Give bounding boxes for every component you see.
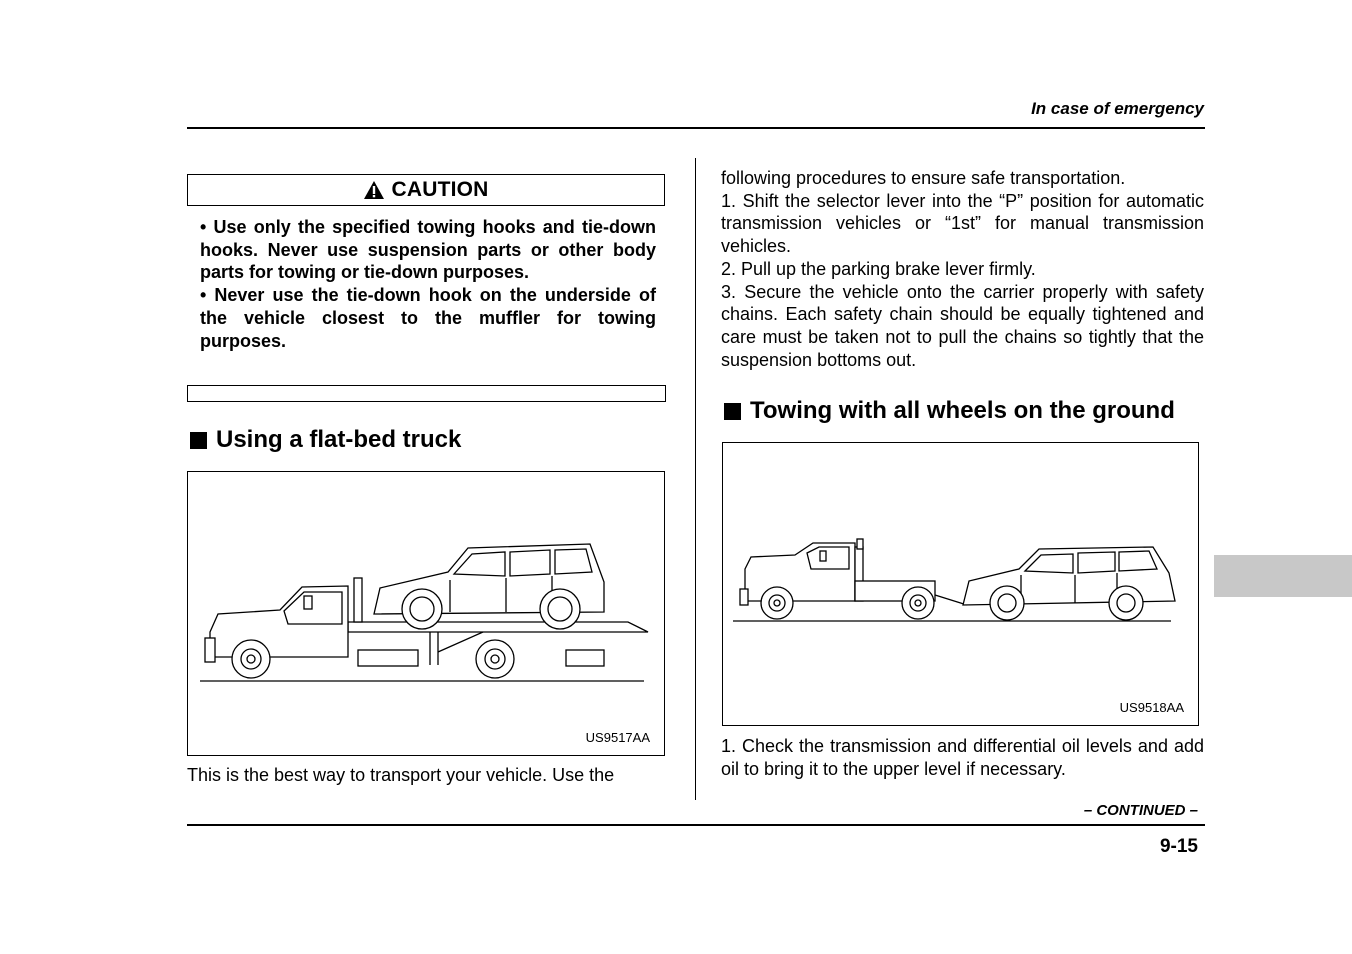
caution-end-bar	[187, 385, 666, 402]
all-wheels-steps	[721, 735, 1204, 780]
caution-label: CAUTION	[391, 178, 489, 201]
heading-text: Towing with all wheels on the ground	[750, 397, 1175, 424]
caution-text	[200, 216, 656, 352]
figure-all-wheels-towing	[722, 442, 1199, 726]
header-rule	[187, 127, 1205, 129]
section-title: In case of emergency	[1031, 99, 1204, 118]
chapter-tab	[1214, 555, 1352, 597]
square-bullet-icon	[190, 432, 207, 449]
tow-truck-illustration	[723, 443, 1198, 725]
caution-item: • Never use the tie-down hook on the underside of the vehicle closest to the muffler for towing purposes.	[200, 285, 656, 351]
step-item: 1. Check the transmission and differential oil levels and add oil to bring it to the upper level if necessary.	[721, 736, 1204, 779]
paragraph-text: This is the best way to transport your vehicle. Use the	[187, 765, 615, 785]
paragraph-text: following procedures to ensure safe transportation.	[721, 168, 1126, 188]
figure-flat-bed-truck	[187, 471, 665, 756]
heading-all-wheels	[724, 397, 1175, 425]
figure-code: US9517AA	[585, 730, 650, 745]
square-bullet-icon	[724, 403, 741, 420]
step-item: 2. Pull up the parking brake lever firmly.	[721, 258, 1036, 279]
caution-banner	[187, 174, 665, 206]
page-number: 9-15	[1159, 836, 1198, 857]
heading-text: Using a flat-bed truck	[216, 426, 462, 453]
caution-item: • Use only the specified towing hooks and tie-down hooks. Never use suspension parts or other body parts for towing or tie-down purposes.	[200, 217, 656, 283]
step-item: 1. Shift the selector lever into the “P” position for automatic transmission vehicles or “1st” for manual transmission vehicles.	[721, 190, 1204, 257]
figure-code: US9518AA	[1119, 700, 1184, 715]
column-divider	[695, 158, 696, 800]
warning-triangle-icon	[363, 180, 385, 200]
heading-flat-bed	[190, 426, 461, 454]
step-item: 3. Secure the vehicle onto the carrier properly with safety chains. Each safety chain should be equally tightened and care must be taken not to pull the chains so tightly that the suspension bottoms out.	[721, 281, 1204, 370]
footer-rule	[187, 824, 1205, 826]
continued-label: – CONTINUED –	[1083, 802, 1198, 819]
flat-bed-truck-illustration	[188, 472, 664, 755]
flat-bed-steps	[721, 167, 1204, 371]
flat-bed-paragraph	[187, 764, 677, 787]
